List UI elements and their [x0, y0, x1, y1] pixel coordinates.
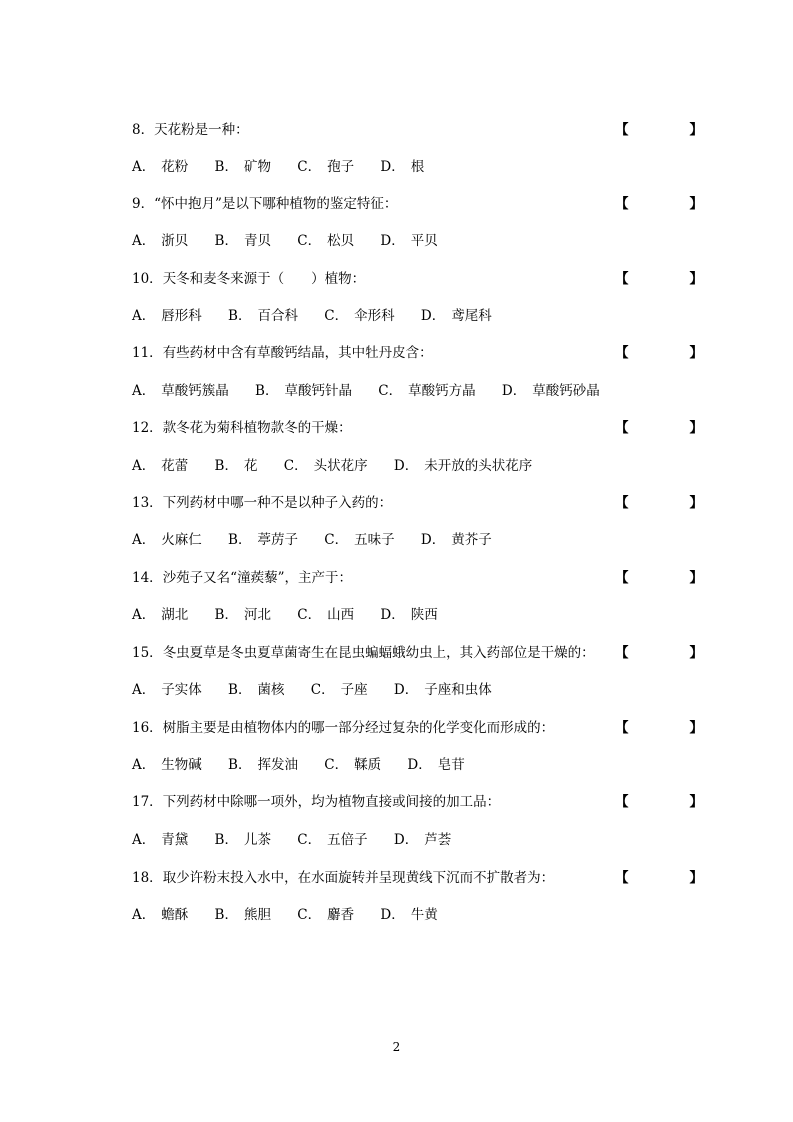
option-c[interactable]: C． 五味子	[324, 532, 395, 548]
options-17	[132, 828, 473, 852]
option-a[interactable]: A． 蟾酥	[132, 907, 189, 923]
options-15	[132, 678, 514, 702]
option-a[interactable]: A． 青黛	[132, 832, 189, 848]
options-9	[132, 229, 460, 253]
option-c[interactable]: C． 子座	[310, 682, 368, 698]
question-11: 11．有些药材中含有草酸钙结晶，其中牡丹皮含： 【 】	[132, 341, 703, 365]
option-b[interactable]: B． 儿茶	[214, 832, 271, 848]
option-b[interactable]: B． 青贝	[214, 233, 271, 249]
option-a[interactable]: A． 火麻仁	[132, 532, 202, 548]
option-a[interactable]: A． 浙贝	[132, 233, 189, 249]
options-8	[132, 155, 446, 179]
option-b[interactable]: B． 矿物	[214, 159, 271, 175]
option-b[interactable]: B． 草酸钙针晶	[255, 383, 352, 399]
options-13	[132, 528, 514, 552]
question-8: 8．天花粉是一种： 【 】	[132, 118, 703, 142]
option-a[interactable]: A． 花粉	[132, 159, 189, 175]
question-text: 16．树脂主要是由植物体内的哪一部分经过复杂的化学变化而形成的：	[132, 720, 555, 736]
options-11	[132, 379, 622, 403]
option-d[interactable]: D． 牛黄	[380, 907, 438, 923]
option-d[interactable]: D． 根	[380, 159, 425, 175]
option-c[interactable]: C． 鞣质	[324, 757, 382, 773]
option-a[interactable]: A． 生物碱	[132, 757, 202, 773]
question-15: 15．冬虫夏草是冬虫夏草菌寄生在昆虫蝙蝠蛾幼虫上，其入药部位是干燥的： 【 】	[132, 641, 703, 665]
option-c[interactable]: C． 麝香	[297, 907, 355, 923]
option-c[interactable]: C． 草酸钙方晶	[378, 383, 476, 399]
option-c[interactable]: C． 头状花序	[283, 458, 368, 474]
option-b[interactable]: B． 挥发油	[228, 757, 298, 773]
option-d[interactable]: D． 芦荟	[393, 832, 452, 848]
option-d[interactable]: D． 黄芥子	[420, 532, 492, 548]
options-16	[132, 753, 487, 777]
option-a[interactable]: A． 草酸钙簇晶	[132, 383, 229, 399]
page-number: 2	[392, 1040, 401, 1054]
option-a[interactable]: A． 湖北	[132, 607, 189, 623]
question-text: 11．有些药材中含有草酸钙结晶，其中牡丹皮含：	[132, 345, 433, 361]
option-b[interactable]: B． 熊胆	[214, 907, 271, 923]
question-10: 10．天冬和麦冬来源于（ ）植物： 【 】	[132, 267, 703, 291]
question-text: 9．“怀中抱月”是以下哪种植物的鉴定特征：	[132, 196, 398, 212]
option-c[interactable]: C． 松贝	[297, 233, 355, 249]
question-text: 10．天冬和麦冬来源于（ ）植物：	[132, 271, 366, 287]
question-16: 16．树脂主要是由植物体内的哪一部分经过复杂的化学变化而形成的： 【 】	[132, 716, 703, 740]
option-b[interactable]: B． 百合科	[228, 308, 298, 324]
question-text: 18．取少许粉末投入水中，在水面旋转并呈现黄线下沉而不扩散者为：	[132, 870, 555, 886]
option-a[interactable]: A． 花蕾	[132, 458, 189, 474]
options-14	[132, 603, 460, 627]
option-d[interactable]: D． 未开放的头状花序	[393, 458, 533, 474]
question-17: 17．下列药材中除哪一项外，均为植物直接或间接的加工品： 【 】	[132, 790, 703, 814]
question-text: 15．冬虫夏草是冬虫夏草菌寄生在昆虫蝙蝠蛾幼虫上，其入药部位是干燥的：	[132, 645, 595, 661]
option-c[interactable]: C． 五倍子	[297, 832, 368, 848]
option-b[interactable]: B． 河北	[214, 607, 271, 623]
option-d[interactable]: D． 草酸钙砂晶	[501, 383, 600, 399]
options-10	[132, 304, 514, 328]
question-text: 8．天花粉是一种：	[132, 122, 249, 138]
option-a[interactable]: A． 子实体	[132, 682, 202, 698]
options-18	[132, 903, 460, 927]
question-text: 14．沙苑子又名“潼蒺藜”，主产于：	[132, 570, 352, 586]
option-d[interactable]: D． 皂苷	[407, 757, 465, 773]
option-c[interactable]: C． 山西	[297, 607, 355, 623]
option-d[interactable]: D． 鸢尾科	[420, 308, 492, 324]
option-c[interactable]: C． 伞形科	[324, 308, 395, 324]
option-b[interactable]: B． 葶苈子	[228, 532, 298, 548]
option-a[interactable]: A． 唇形科	[132, 308, 202, 324]
option-b[interactable]: B． 菌核	[228, 682, 285, 698]
option-d[interactable]: D． 陕西	[380, 607, 438, 623]
question-9: 9．“怀中抱月”是以下哪种植物的鉴定特征： 【 】	[132, 192, 703, 216]
option-c[interactable]: C． 孢子	[297, 159, 355, 175]
option-d[interactable]: D． 平贝	[380, 233, 438, 249]
question-text: 12．款冬花为菊科植物款冬的干燥：	[132, 420, 352, 436]
question-text: 13．下列药材中哪一种不是以种子入药的：	[132, 495, 393, 511]
question-12: 12．款冬花为菊科植物款冬的干燥： 【 】	[132, 416, 703, 440]
options-12	[132, 454, 554, 478]
option-d[interactable]: D． 子座和虫体	[393, 682, 492, 698]
question-13: 13．下列药材中哪一种不是以种子入药的： 【 】	[132, 491, 703, 515]
question-18: 18．取少许粉末投入水中，在水面旋转并呈现黄线下沉而不扩散者为： 【 】	[132, 866, 703, 890]
option-b[interactable]: B． 花	[214, 458, 258, 474]
question-text: 17．下列药材中除哪一项外，均为植物直接或间接的加工品：	[132, 794, 501, 810]
question-14: 14．沙苑子又名“潼蒺藜”，主产于： 【 】	[132, 566, 703, 590]
